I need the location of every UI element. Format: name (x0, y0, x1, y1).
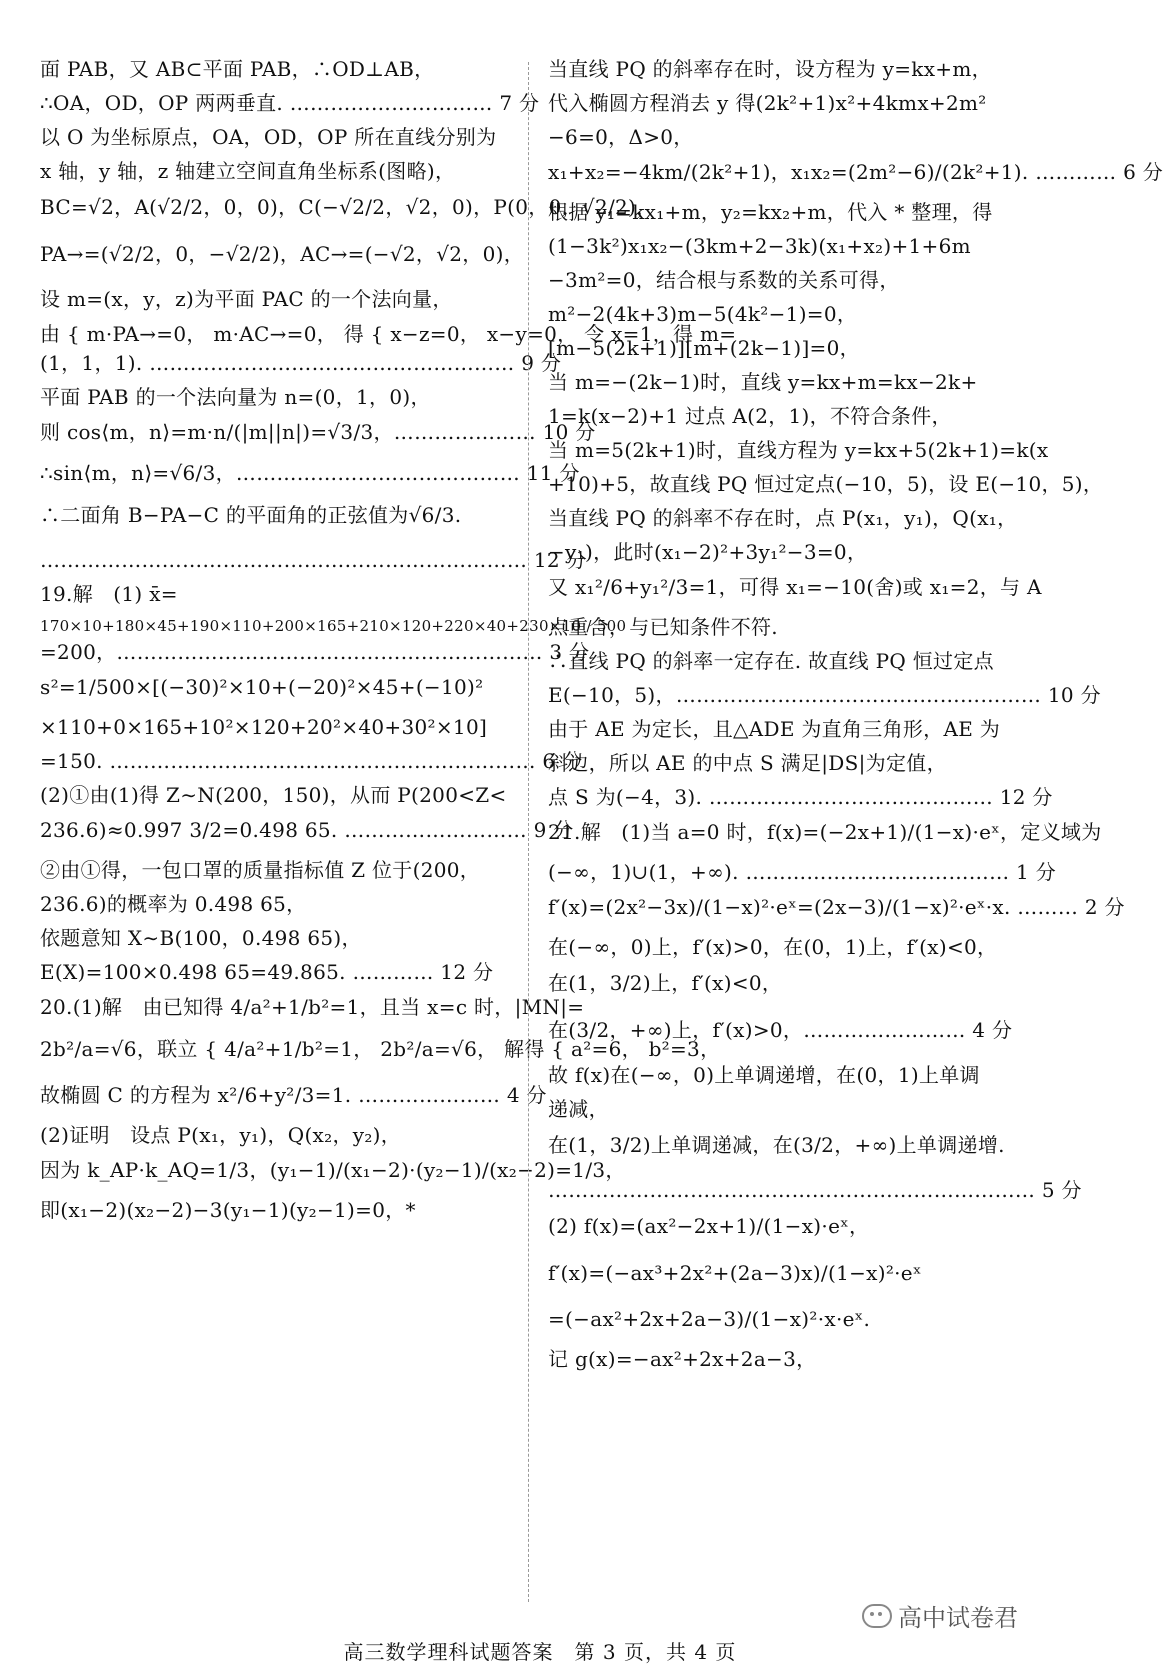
right-column-line: m²−2(4k+3)m−5(4k²−1)=0， (548, 302, 858, 326)
left-column-line: 平面 PAB 的一个法向量为 n=(0，1，0)， (40, 385, 431, 409)
right-column-line: (2) f(x)=(ax²−2x+1)/(1−x)·eˣ， (548, 1214, 870, 1238)
left-column-line: ∴二面角 B−PA−C 的平面角的正弦值为√6/3. (40, 503, 462, 527)
right-column-line: +10)+5，故直线 PQ 恒过定点(−10，5)，设 E(−10，5)， (548, 472, 1104, 496)
right-column-line: −3m²=0，结合根与系数的关系可得， (548, 268, 900, 292)
right-column-line: 1=k(x−2)+1 过点 A(2，1)，不符合条件， (548, 404, 952, 428)
left-column-line: PA→=(√2/2，0，−√2/2)，AC→=(−√2，√2，0)， (40, 242, 525, 266)
watermark (862, 1598, 1018, 1633)
left-column-line: ×110+0×165+10²×120+20²×40+30²×10] (40, 715, 488, 739)
right-column-line: 递减， (548, 1097, 609, 1121)
right-column-line: 在(−∞，0)上，f′(x)>0，在(0，1)上，f′(x)<0， (548, 935, 998, 959)
left-column-line: 236.6)≈0.997 3/2=0.498 65. ……………………… 9 分 (40, 818, 574, 842)
right-column (548, 57, 1163, 1382)
right-column-line: 当 m=5(2k+1)时，直线方程为 y=kx+5(2k+1)=k(x (548, 438, 1049, 462)
left-column-line: 以 O 为坐标原点，OA，OD，OP 所在直线分别为 (40, 125, 497, 149)
left-column-line: ②由①得，一包口罩的质量指标值 Z 位于(200， (40, 858, 481, 882)
left-column-line: 170×10+180×45+190×110+200×165+210×120+220×40+230×10 / 500 (40, 617, 627, 635)
page-footer: 高三数学理科试题答案 第 3 页，共 4 页 (343, 1640, 737, 1664)
right-column-line: 21.解 (1)当 a=0 时，f(x)=(−2x+1)/(1−x)·eˣ，定义域为 (548, 820, 1102, 844)
left-column-line: 设 m=(x，y，z)为平面 PAC 的一个法向量， (40, 287, 453, 311)
left-column-line: 面 PAB，又 AB⊂平面 PAB，∴OD⊥AB， (40, 57, 435, 81)
right-column-line: 在(1，3/2)上，f′(x)<0， (548, 971, 783, 995)
left-column-line: =150. ……………………………………………………… 6 分 (40, 749, 583, 773)
left-column-line: 故椭圆 C 的方程为 x²/6+y²/3=1. ………………… 4 分 (40, 1083, 547, 1107)
left-column-line: E(X)=100×0.498 65=49.865. ………… 12 分 (40, 960, 494, 984)
left-column-line: s²=1/500×[(−30)²×10+(−20)²×45+(−10)² (40, 675, 484, 699)
right-column-line: (−∞，1)∪(1，+∞). ………………………………… 1 分 (548, 860, 1057, 884)
right-column-line: −6=0，Δ>0， (548, 125, 694, 149)
left-column-line: 19.解 (1) x̄= (40, 582, 178, 606)
left-column-line: (2)证明 设点 P(x₁，y₁)，Q(x₂，y₂)， (40, 1123, 402, 1147)
right-column-line: 在(1，3/2)上单调递减，在(3/2，+∞)上单调递增. (548, 1133, 1005, 1157)
left-column-line: ∴OA，OD，OP 两两垂直. ………………………… 7 分 (40, 91, 540, 115)
right-column-line: f′(x)=(2x²−3x)/(1−x)²·eˣ=(2x−3)/(1−x)²·eˣ·x. ……… 2 分 (548, 895, 1125, 919)
right-column-line: 点重合，与已知条件不符. (548, 615, 778, 639)
right-column-line: 代入椭圆方程消去 y 得(2k²+1)x²+4kmx+2m² (548, 91, 987, 115)
right-column-line: 当直线 PQ 的斜率不存在时，点 P(x₁，y₁)，Q(x₁， (548, 506, 1018, 530)
right-column-line: E(−10，5)，……………………………………………… 10 分 (548, 683, 1101, 707)
right-column-line: 当直线 PQ 的斜率存在时，设方程为 y=kx+m， (548, 57, 992, 81)
right-column-line: 记 g(x)=−ax²+2x+2a−3， (548, 1347, 817, 1371)
column-divider (528, 62, 529, 1602)
right-column-line: f′(x)=(−ax³+2x²+(2a−3)x)/(1−x)²·eˣ (548, 1261, 922, 1285)
left-column-line: 2b²/a=√6，联立 { 4/a²+1/b²=1， 2b²/a=√6， 解得 { a²=6， b²=3， (40, 1037, 721, 1061)
left-column-line: (1，1，1). ……………………………………………… 9 分 (40, 351, 562, 375)
left-column-line: x 轴，y 轴，z 轴建立空间直角坐标系(图略)， (40, 159, 456, 183)
left-column-line: 则 cos⟨m，n⟩=m·n/(|m||n|)=√3/3，………………… 10 分 (40, 420, 596, 444)
left-column-line: ∴sin⟨m，n⟩=√6/3，…………………………………… 11 分 (40, 461, 580, 485)
left-column-line: 即(x₁−2)(x₂−2)−3(y₁−1)(y₂−1)=0，* (40, 1198, 416, 1222)
right-column-line: ……………………………………………………………… 5 分 (548, 1178, 1082, 1202)
right-column-line: =(−ax²+2x+2a−3)/(1−x)²·x·eˣ. (548, 1307, 871, 1331)
left-column-line: (2)①由(1)得 Z∼N(200，150)，从而 P(200<Z< (40, 783, 507, 807)
left-column-line: ……………………………………………………………… 12 分 (40, 548, 587, 572)
right-column-line: [m−5(2k+1)][m+(2k−1)]=0， (548, 336, 860, 360)
watermark-text: 高中试卷君 (898, 1604, 1018, 1632)
left-column-line: 236.6)的概率为 0.498 65， (40, 892, 307, 916)
left-column-line: 依题意知 X∼B(100，0.498 65)， (40, 926, 362, 950)
left-column-line: =200，……………………………………………………… 3 分 (40, 640, 590, 664)
right-column-line: 又 x₁²/6+y₁²/3=1，可得 x₁=−10(舍)或 x₁=2，与 A (548, 575, 1042, 599)
right-column-line: 故 f(x)在(−∞，0)上单调递增，在(0，1)上单调 (548, 1063, 980, 1087)
right-column-line: 根据 y₁=kx₁+m，y₂=kx₂+m，代入 * 整理，得 (548, 200, 993, 224)
left-column-line: BC=√2，A(√2/2，0，0)，C(−√2/2，√2，0)，P(0，0，√2/2)， (40, 195, 657, 219)
right-column-line: 在(3/2，+∞)上，f′(x)>0，…………………… 4 分 (548, 1018, 1013, 1042)
left-column-line: 20.(1)解 由已知得 4/a²+1/b²=1，且当 x=c 时，|MN|= (40, 995, 585, 1019)
right-column-line: 由于 AE 为定长，且△ADE 为直角三角形，AE 为 (548, 717, 1001, 741)
left-column-line: 因为 k_AP·k_AQ=1/3，(y₁−1)/(x₁−2)·(y₂−1)/(x₂−2)=1/3， (40, 1158, 626, 1182)
right-column-line: (1−3k²)x₁x₂−(3km+2−3k)(x₁+x₂)+1+6m (548, 234, 971, 258)
right-column-line: 斜边，所以 AE 的中点 S 满足|DS|为定值， (548, 751, 947, 775)
left-column-line: 由 { m·PA→=0， m·AC→=0， 得 { x−z=0， x−y=0， 令 x=1，得 m= (40, 322, 737, 346)
right-column-line: x₁+x₂=−4km/(2k²+1)，x₁x₂=(2m²−6)/(2k²+1). ………… 6 分 (548, 160, 1163, 184)
right-column-line: 点 S 为(−4，3). …………………………………… 12 分 (548, 785, 1053, 809)
right-column-line: ∴直线 PQ 的斜率一定存在. 故直线 PQ 恒过定点 (548, 649, 994, 673)
wechat-icon (862, 1604, 892, 1628)
right-column-line: −y₁)，此时(x₁−2)²+3y₁²−3=0， (548, 540, 868, 564)
right-column-line: 当 m=−(2k−1)时，直线 y=kx+m=kx−2k+ (548, 370, 978, 394)
